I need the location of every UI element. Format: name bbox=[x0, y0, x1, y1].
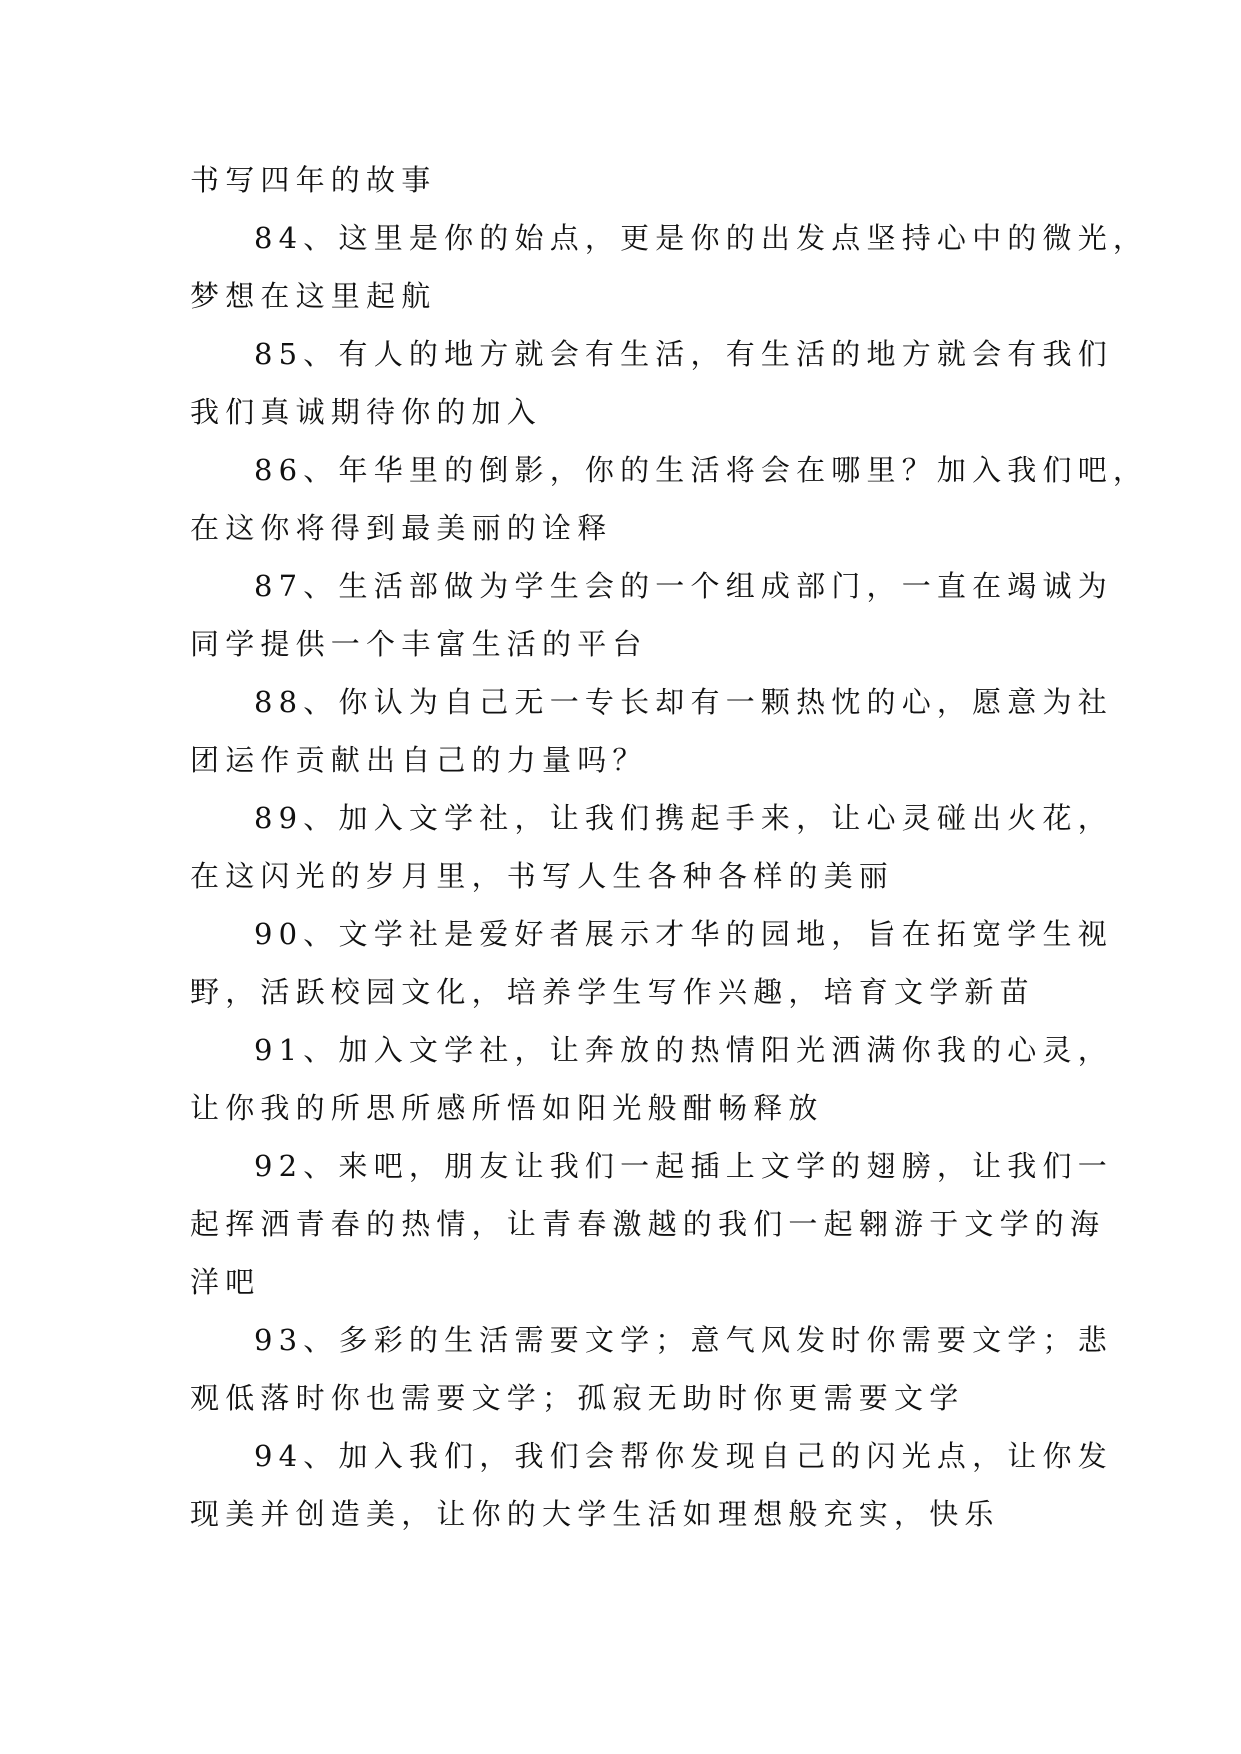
text-line-continuation: 书写四年的故事 bbox=[190, 163, 437, 197]
entry-89-line-2: 在这闪光的岁月里，书写人生各种各样的美丽 bbox=[190, 859, 895, 893]
entry-92-line-1: 92、来吧，朋友让我们一起插上文学的翅膀，让我们一 bbox=[254, 1149, 1113, 1183]
entry-92-line-2: 起挥洒青春的热情，让青春激越的我们一起翱游于文学的海 bbox=[190, 1207, 1106, 1241]
document-page bbox=[190, 151, 1149, 1543]
entry-89-line-1: 89、加入文学社，让我们携起手来，让心灵碰出火花， bbox=[254, 801, 1113, 835]
entry-90-line-2: 野，活跃校园文化，培养学生写作兴趣，培育文学新苗 bbox=[190, 975, 1035, 1009]
entry-86-line-2: 在这你将得到最美丽的诠释 bbox=[190, 511, 613, 545]
entry-91-line-2: 让你我的所思所感所悟如阳光般酣畅释放 bbox=[190, 1091, 824, 1125]
entry-85-line-2: 我们真诚期待你的加入 bbox=[190, 395, 543, 429]
entry-94-line-1: 94、加入我们，我们会帮你发现自己的闪光点，让你发 bbox=[254, 1439, 1113, 1473]
entry-87-line-2: 同学提供一个丰富生活的平台 bbox=[190, 627, 648, 661]
entry-88-line-1: 88、你认为自己无一专长却有一颗热忱的心，愿意为社 bbox=[254, 685, 1113, 719]
entry-85-line-1: 85、有人的地方就会有生活，有生活的地方就会有我们 bbox=[254, 337, 1113, 371]
entry-92-line-3: 洋吧 bbox=[190, 1265, 261, 1299]
entry-86-line-1: 86、年华里的倒影，你的生活将会在哪里？加入我们吧， bbox=[254, 453, 1149, 487]
entry-87-line-1: 87、生活部做为学生会的一个组成部门，一直在竭诚为 bbox=[254, 569, 1113, 603]
entry-84-line-2: 梦想在这里起航 bbox=[190, 279, 437, 313]
entry-91-line-1: 91、加入文学社，让奔放的热情阳光洒满你我的心灵， bbox=[254, 1033, 1113, 1067]
entry-93-line-1: 93、多彩的生活需要文学；意气风发时你需要文学；悲 bbox=[254, 1323, 1113, 1357]
entry-88-line-2: 团运作贡献出自己的力量吗？ bbox=[190, 743, 648, 777]
entry-90-line-1: 90、文学社是爱好者展示才华的园地，旨在拓宽学生视 bbox=[254, 917, 1113, 951]
entry-84-line-1: 84、这里是你的始点，更是你的出发点坚持心中的微光， bbox=[254, 221, 1149, 255]
entry-94-line-2: 现美并创造美，让你的大学生活如理想般充实，快乐 bbox=[190, 1497, 1000, 1531]
entry-93-line-2: 观低落时你也需要文学；孤寂无助时你更需要文学 bbox=[190, 1381, 965, 1415]
